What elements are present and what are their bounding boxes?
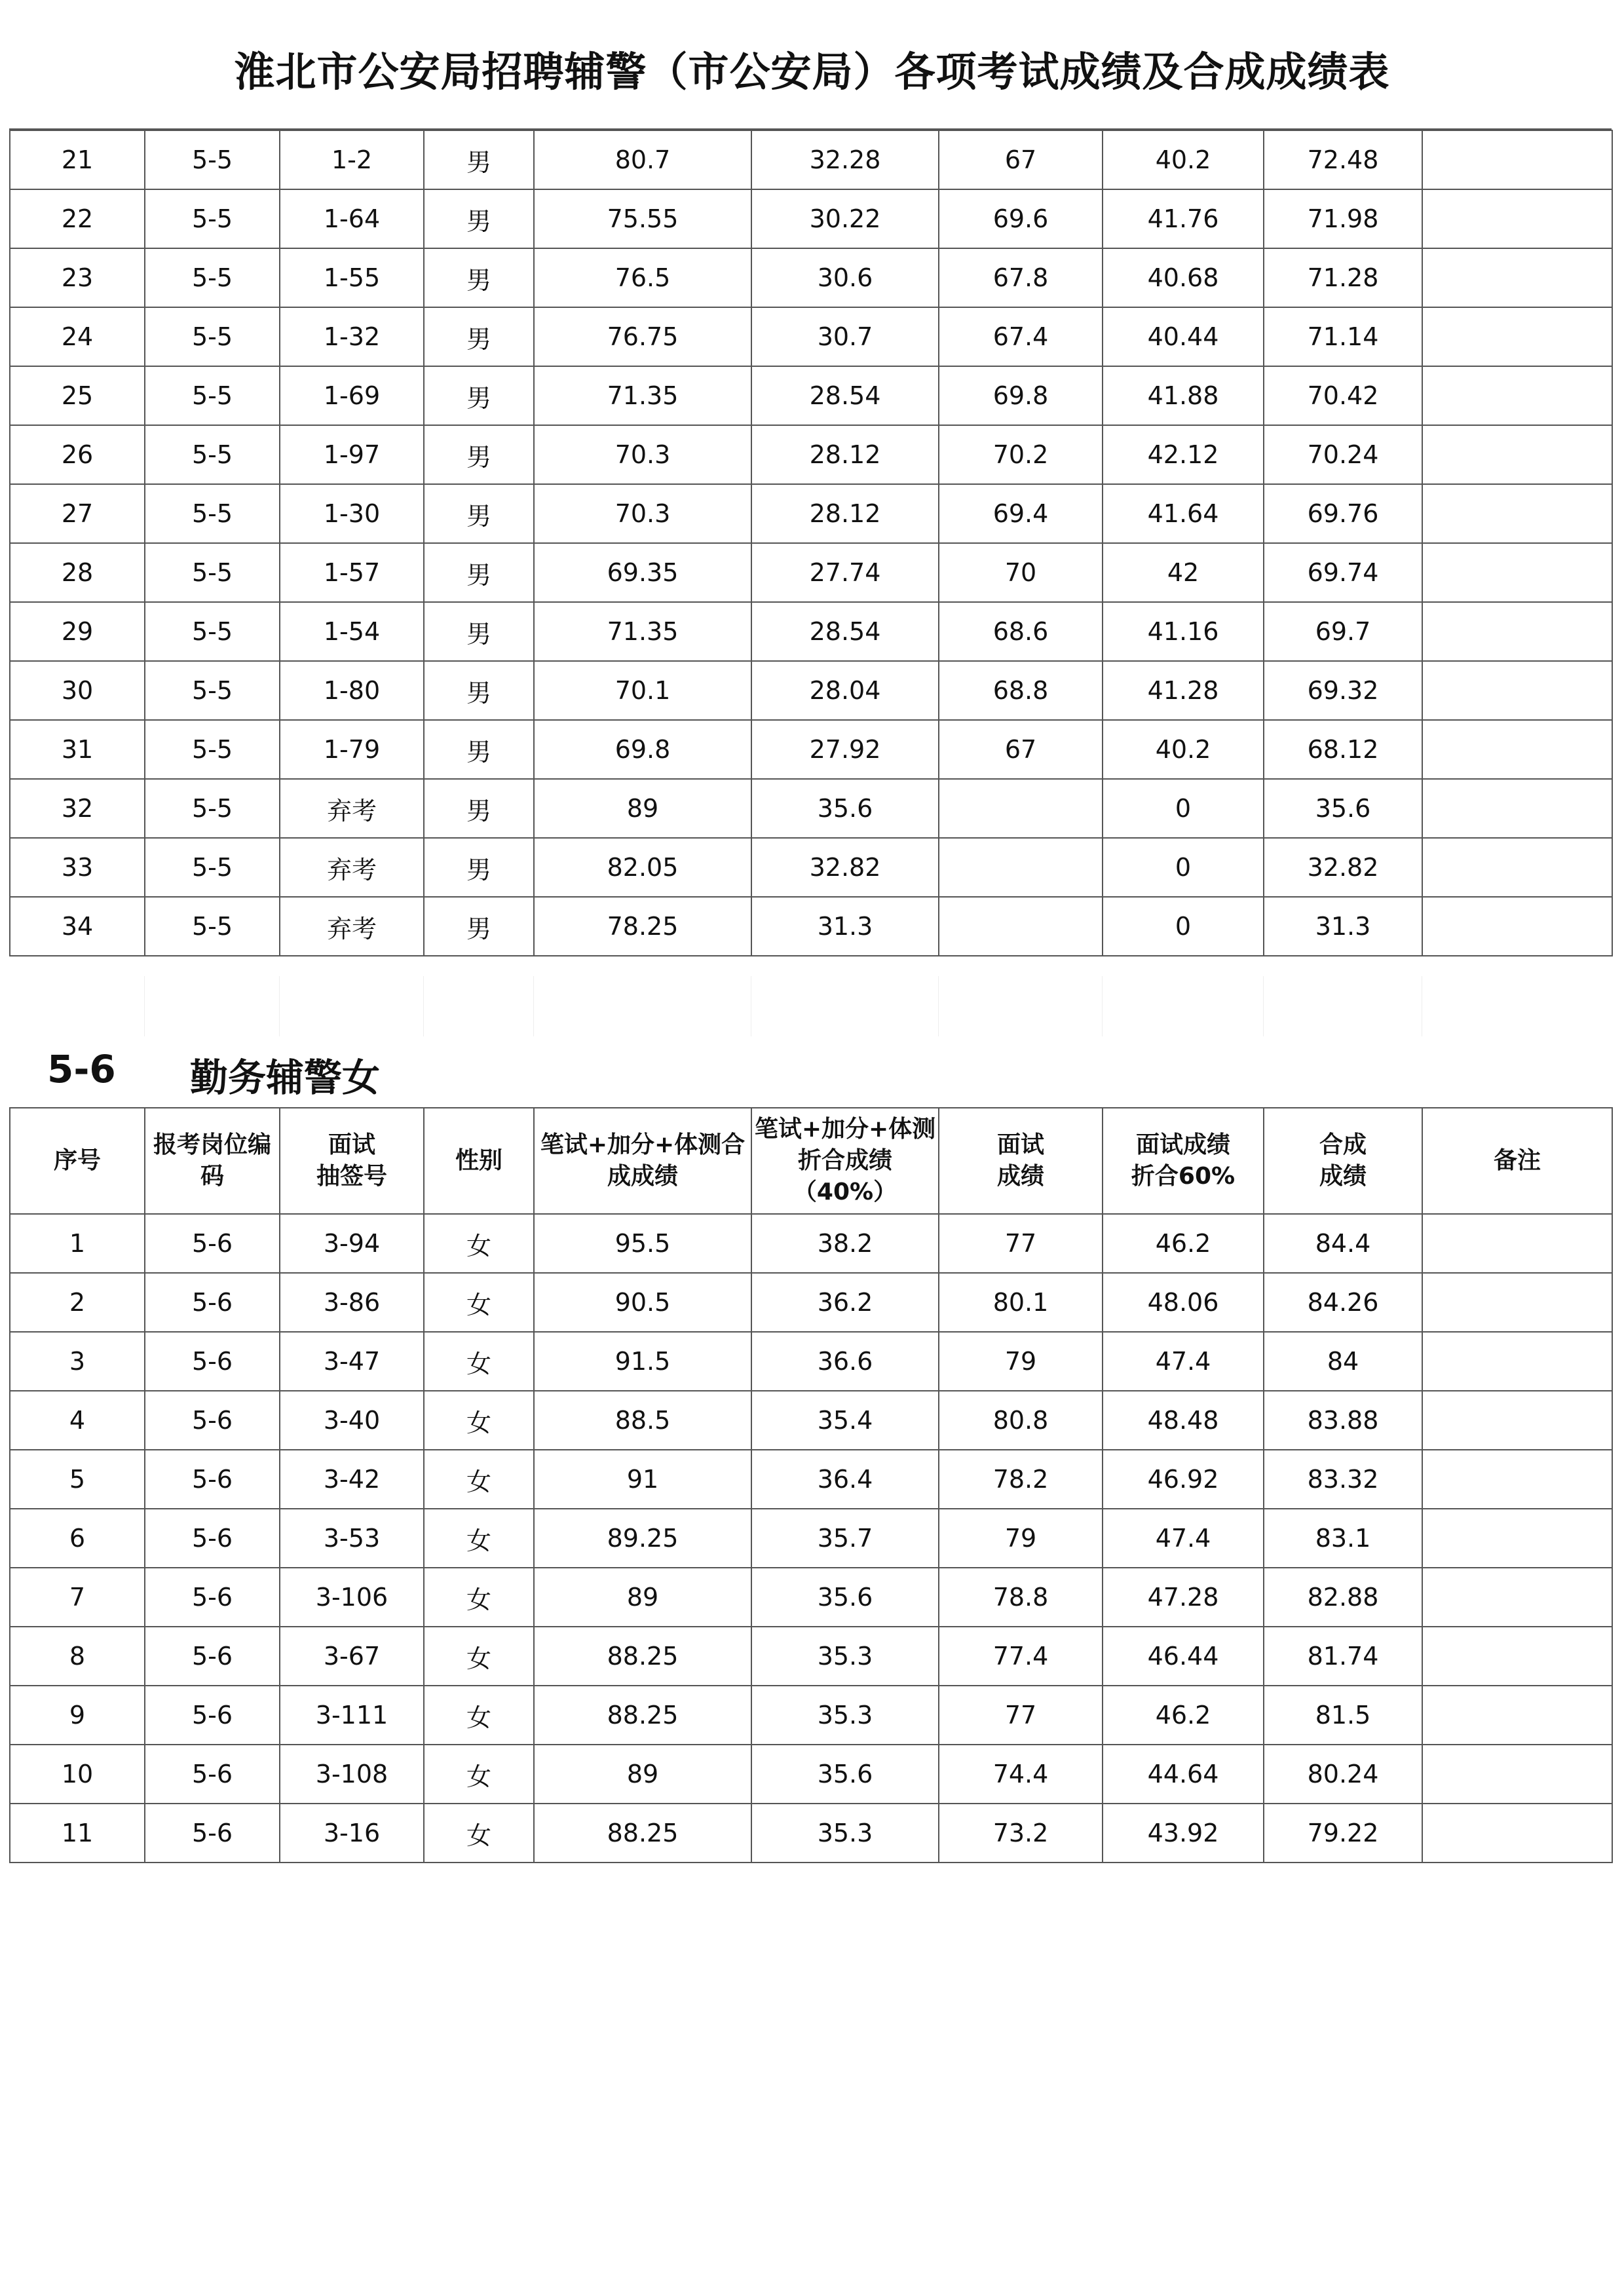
- cell-interview-score: 69.6: [939, 189, 1103, 248]
- cell-gender: 女: [424, 1686, 534, 1745]
- cell-interview-60: 47.4: [1103, 1332, 1264, 1391]
- cell-interview-score: 80.8: [939, 1391, 1103, 1450]
- table-row: [10, 1391, 1612, 1450]
- cell-written-40: 35.3: [751, 1686, 939, 1745]
- cell-gender: 男: [424, 307, 534, 366]
- cell-draw-number: 3-42: [280, 1450, 424, 1509]
- cell-remarks: [1422, 838, 1612, 897]
- cell-written-composite: 71.35: [534, 366, 751, 425]
- cell-post-code: 5-6: [145, 1745, 280, 1804]
- cell-draw-number: 3-47: [280, 1332, 424, 1391]
- cell-post-code: 5-5: [145, 248, 280, 307]
- cell-interview-score: [939, 838, 1103, 897]
- table-row: [10, 130, 1612, 189]
- cell-written-composite: 88.25: [534, 1686, 751, 1745]
- cell-remarks: [1422, 779, 1612, 838]
- cell-total-score: 84: [1264, 1332, 1422, 1391]
- cell-post-code: 5-5: [145, 838, 280, 897]
- cell-written-40: 35.4: [751, 1391, 939, 1450]
- cell-total-score: 81.74: [1264, 1627, 1422, 1686]
- cell-interview-60: 43.92: [1103, 1804, 1264, 1863]
- cell-draw-number: 1-80: [280, 661, 424, 720]
- cell-seq: 4: [10, 1391, 145, 1450]
- cell-seq: 34: [10, 897, 145, 956]
- cell-post-code: 5-5: [145, 484, 280, 543]
- cell-written-40: 27.92: [751, 720, 939, 779]
- cell-remarks: [1422, 484, 1612, 543]
- cell-post-code: 5-6: [145, 1391, 280, 1450]
- cell-written-40: 35.7: [751, 1509, 939, 1568]
- cell-total-score: 69.32: [1264, 661, 1422, 720]
- cell-draw-number: 1-30: [280, 484, 424, 543]
- cell-draw-number: 弃考: [280, 897, 424, 956]
- cell-interview-score: 70: [939, 543, 1103, 602]
- cell-gender: 女: [424, 1804, 534, 1863]
- cell-draw-number: 3-40: [280, 1391, 424, 1450]
- cell-total-score: 80.24: [1264, 1745, 1422, 1804]
- cell-remarks: [1422, 1391, 1612, 1450]
- cell-seq: 21: [10, 130, 145, 189]
- cell-post-code: 5-6: [145, 1627, 280, 1686]
- cell-written-composite: 88.25: [534, 1627, 751, 1686]
- table-row: [10, 1273, 1612, 1332]
- cell-remarks: [1422, 661, 1612, 720]
- cell-interview-60: 48.48: [1103, 1391, 1264, 1450]
- cell-interview-60: 46.2: [1103, 1686, 1264, 1745]
- cell-interview-60: 48.06: [1103, 1273, 1264, 1332]
- cell-written-40: 32.82: [751, 838, 939, 897]
- table-row: [10, 1509, 1612, 1568]
- table-row: [10, 1627, 1612, 1686]
- cell-draw-number: 1-2: [280, 130, 424, 189]
- cell-total-score: 83.1: [1264, 1509, 1422, 1568]
- cell-gender: 女: [424, 1332, 534, 1391]
- cell-gender: 男: [424, 602, 534, 661]
- cell-written-40: 36.2: [751, 1273, 939, 1332]
- cell-seq: 5: [10, 1450, 145, 1509]
- cell-remarks: [1422, 897, 1612, 956]
- cell-draw-number: 3-108: [280, 1745, 424, 1804]
- cell-seq: 8: [10, 1627, 145, 1686]
- score-table-5-6-body: [10, 1214, 1612, 1863]
- header-draw-number: 面试 抽签号: [280, 1108, 424, 1214]
- table-row: [10, 661, 1612, 720]
- cell-gender: 男: [424, 779, 534, 838]
- cell-post-code: 5-5: [145, 602, 280, 661]
- cell-interview-score: 78.2: [939, 1450, 1103, 1509]
- cell-draw-number: 3-86: [280, 1273, 424, 1332]
- cell-post-code: 5-6: [145, 1568, 280, 1627]
- table-row: [10, 189, 1612, 248]
- cell-interview-score: 77.4: [939, 1627, 1103, 1686]
- table-header-row: [10, 1108, 1612, 1214]
- cell-written-composite: 89: [534, 1745, 751, 1804]
- cell-interview-score: 77: [939, 1214, 1103, 1273]
- cell-seq: 30: [10, 661, 145, 720]
- cell-total-score: 84.4: [1264, 1214, 1422, 1273]
- cell-post-code: 5-5: [145, 130, 280, 189]
- cell-seq: 6: [10, 1509, 145, 1568]
- cell-draw-number: 1-69: [280, 366, 424, 425]
- cell-interview-60: 0: [1103, 779, 1264, 838]
- cell-written-40: 28.04: [751, 661, 939, 720]
- cell-interview-60: 40.68: [1103, 248, 1264, 307]
- cell-remarks: [1422, 1214, 1612, 1273]
- cell-written-composite: 88.5: [534, 1391, 751, 1450]
- table-row: [10, 720, 1612, 779]
- cell-draw-number: 3-53: [280, 1509, 424, 1568]
- cell-seq: 7: [10, 1568, 145, 1627]
- cell-written-40: 36.4: [751, 1450, 939, 1509]
- header-post-code: 报考岗位编码: [145, 1108, 280, 1214]
- header-interview-60: 面试成绩 折合60%: [1103, 1108, 1264, 1214]
- cell-remarks: [1422, 602, 1612, 661]
- cell-gender: 女: [424, 1627, 534, 1686]
- cell-remarks: [1422, 1273, 1612, 1332]
- cell-written-composite: 76.5: [534, 248, 751, 307]
- cell-seq: 26: [10, 425, 145, 484]
- cell-total-score: 81.5: [1264, 1686, 1422, 1745]
- cell-interview-score: 73.2: [939, 1804, 1103, 1863]
- cell-interview-60: 41.76: [1103, 189, 1264, 248]
- header-gender: 性别: [424, 1108, 534, 1214]
- cell-interview-60: 41.88: [1103, 366, 1264, 425]
- cell-gender: 女: [424, 1391, 534, 1450]
- cell-gender: 男: [424, 838, 534, 897]
- cell-interview-score: 67: [939, 720, 1103, 779]
- table-row: [10, 1332, 1612, 1391]
- cell-written-40: 28.12: [751, 484, 939, 543]
- header-written-composite: 笔试+加分+体测合成成绩: [534, 1108, 751, 1214]
- cell-draw-number: 弃考: [280, 779, 424, 838]
- page-title: 淮北市公安局招聘辅警（市公安局）各项考试成绩及合成成绩表: [234, 48, 1390, 96]
- cell-interview-score: 69.4: [939, 484, 1103, 543]
- cell-interview-60: 41.28: [1103, 661, 1264, 720]
- cell-written-composite: 89: [534, 1568, 751, 1627]
- cell-seq: 33: [10, 838, 145, 897]
- cell-total-score: 31.3: [1264, 897, 1422, 956]
- cell-interview-score: 68.6: [939, 602, 1103, 661]
- cell-remarks: [1422, 1568, 1612, 1627]
- cell-gender: 女: [424, 1450, 534, 1509]
- cell-interview-score: 69.8: [939, 366, 1103, 425]
- blank-spacer-row: [9, 976, 1612, 1036]
- cell-total-score: 69.76: [1264, 484, 1422, 543]
- cell-total-score: 83.32: [1264, 1450, 1422, 1509]
- cell-interview-60: 46.44: [1103, 1627, 1264, 1686]
- cell-post-code: 5-6: [145, 1332, 280, 1391]
- cell-interview-score: 79: [939, 1332, 1103, 1391]
- cell-written-40: 35.6: [751, 1745, 939, 1804]
- cell-remarks: [1422, 1332, 1612, 1391]
- cell-interview-60: 42.12: [1103, 425, 1264, 484]
- cell-total-score: 68.12: [1264, 720, 1422, 779]
- cell-seq: 29: [10, 602, 145, 661]
- cell-post-code: 5-6: [145, 1214, 280, 1273]
- cell-gender: 女: [424, 1509, 534, 1568]
- cell-written-40: 28.54: [751, 602, 939, 661]
- cell-remarks: [1422, 720, 1612, 779]
- cell-remarks: [1422, 1745, 1612, 1804]
- cell-post-code: 5-6: [145, 1804, 280, 1863]
- cell-written-40: 30.22: [751, 189, 939, 248]
- cell-written-composite: 78.25: [534, 897, 751, 956]
- score-table-5-5: [9, 130, 1613, 956]
- cell-remarks: [1422, 248, 1612, 307]
- cell-written-composite: 76.75: [534, 307, 751, 366]
- cell-post-code: 5-5: [145, 189, 280, 248]
- cell-draw-number: 弃考: [280, 838, 424, 897]
- cell-written-composite: 88.25: [534, 1804, 751, 1863]
- cell-total-score: 70.42: [1264, 366, 1422, 425]
- cell-total-score: 35.6: [1264, 779, 1422, 838]
- cell-draw-number: 1-55: [280, 248, 424, 307]
- cell-interview-60: 46.2: [1103, 1214, 1264, 1273]
- cell-seq: 27: [10, 484, 145, 543]
- cell-seq: 22: [10, 189, 145, 248]
- cell-seq: 25: [10, 366, 145, 425]
- cell-remarks: [1422, 543, 1612, 602]
- cell-draw-number: 1-97: [280, 425, 424, 484]
- cell-interview-score: 67.4: [939, 307, 1103, 366]
- cell-gender: 男: [424, 720, 534, 779]
- cell-remarks: [1422, 366, 1612, 425]
- cell-remarks: [1422, 1627, 1612, 1686]
- table-row: [10, 1214, 1612, 1273]
- score-table-5-5-body: [10, 130, 1612, 956]
- cell-total-score: 82.88: [1264, 1568, 1422, 1627]
- cell-post-code: 5-5: [145, 543, 280, 602]
- header-interview-score: 面试 成绩: [939, 1108, 1103, 1214]
- cell-written-composite: 70.3: [534, 425, 751, 484]
- cell-interview-score: 79: [939, 1509, 1103, 1568]
- cell-gender: 男: [424, 366, 534, 425]
- cell-draw-number: 1-64: [280, 189, 424, 248]
- cell-total-score: 84.26: [1264, 1273, 1422, 1332]
- cell-gender: 女: [424, 1214, 534, 1273]
- cell-gender: 男: [424, 661, 534, 720]
- cell-written-40: 28.12: [751, 425, 939, 484]
- cell-post-code: 5-5: [145, 897, 280, 956]
- cell-written-composite: 70.3: [534, 484, 751, 543]
- cell-written-composite: 91: [534, 1450, 751, 1509]
- cell-interview-60: 41.64: [1103, 484, 1264, 543]
- cell-post-code: 5-5: [145, 779, 280, 838]
- cell-draw-number: 3-111: [280, 1686, 424, 1745]
- cell-total-score: 69.7: [1264, 602, 1422, 661]
- cell-post-code: 5-6: [145, 1686, 280, 1745]
- cell-interview-score: 68.8: [939, 661, 1103, 720]
- cell-total-score: 32.82: [1264, 838, 1422, 897]
- cell-total-score: 71.14: [1264, 307, 1422, 366]
- cell-total-score: 72.48: [1264, 130, 1422, 189]
- cell-written-composite: 91.5: [534, 1332, 751, 1391]
- cell-interview-60: 44.64: [1103, 1745, 1264, 1804]
- cell-written-40: 27.74: [751, 543, 939, 602]
- cell-seq: 23: [10, 248, 145, 307]
- cell-post-code: 5-5: [145, 720, 280, 779]
- header-remarks: 备注: [1422, 1108, 1612, 1214]
- cell-seq: 10: [10, 1745, 145, 1804]
- cell-remarks: [1422, 307, 1612, 366]
- cell-written-composite: 89: [534, 779, 751, 838]
- cell-interview-60: 41.16: [1103, 602, 1264, 661]
- table-row: [10, 307, 1612, 366]
- section-name: 勤务辅警女: [190, 1055, 381, 1100]
- cell-total-score: 83.88: [1264, 1391, 1422, 1450]
- cell-written-40: 31.3: [751, 897, 939, 956]
- cell-post-code: 5-5: [145, 661, 280, 720]
- table-row: [10, 543, 1612, 602]
- cell-written-40: 35.3: [751, 1804, 939, 1863]
- table-row: [10, 425, 1612, 484]
- cell-interview-score: 67.8: [939, 248, 1103, 307]
- cell-written-40: 32.28: [751, 130, 939, 189]
- cell-interview-score: [939, 897, 1103, 956]
- table-row: [10, 366, 1612, 425]
- table-row: [10, 1686, 1612, 1745]
- cell-total-score: 69.74: [1264, 543, 1422, 602]
- section-code: 5-6: [47, 1047, 116, 1091]
- cell-written-composite: 89.25: [534, 1509, 751, 1568]
- cell-interview-60: 47.4: [1103, 1509, 1264, 1568]
- cell-written-composite: 71.35: [534, 602, 751, 661]
- cell-draw-number: 1-32: [280, 307, 424, 366]
- cell-gender: 男: [424, 484, 534, 543]
- cell-interview-score: 80.1: [939, 1273, 1103, 1332]
- cell-interview-score: 67: [939, 130, 1103, 189]
- cell-seq: 3: [10, 1332, 145, 1391]
- cell-remarks: [1422, 1804, 1612, 1863]
- cell-draw-number: 3-106: [280, 1568, 424, 1627]
- cell-seq: 2: [10, 1273, 145, 1332]
- table-row: [10, 1568, 1612, 1627]
- cell-post-code: 5-5: [145, 307, 280, 366]
- cell-written-composite: 69.35: [534, 543, 751, 602]
- cell-total-score: 79.22: [1264, 1804, 1422, 1863]
- cell-gender: 女: [424, 1568, 534, 1627]
- cell-written-composite: 90.5: [534, 1273, 751, 1332]
- cell-interview-60: 47.28: [1103, 1568, 1264, 1627]
- cell-interview-60: 0: [1103, 838, 1264, 897]
- cell-written-40: 35.6: [751, 1568, 939, 1627]
- cell-post-code: 5-6: [145, 1450, 280, 1509]
- cell-seq: 31: [10, 720, 145, 779]
- cell-interview-score: 70.2: [939, 425, 1103, 484]
- cell-draw-number: 1-79: [280, 720, 424, 779]
- score-table-5-6: [9, 1107, 1613, 1863]
- cell-remarks: [1422, 130, 1612, 189]
- cell-remarks: [1422, 1686, 1612, 1745]
- header-written-40: 笔试+加分+体测折合成绩（40%）: [751, 1108, 939, 1214]
- cell-post-code: 5-5: [145, 366, 280, 425]
- cell-post-code: 5-6: [145, 1273, 280, 1332]
- cell-remarks: [1422, 425, 1612, 484]
- table-row: [10, 779, 1612, 838]
- cell-draw-number: 1-54: [280, 602, 424, 661]
- cell-written-composite: 69.8: [534, 720, 751, 779]
- cell-remarks: [1422, 189, 1612, 248]
- cell-gender: 男: [424, 425, 534, 484]
- table-row: [10, 1804, 1612, 1863]
- cell-written-40: 36.6: [751, 1332, 939, 1391]
- cell-post-code: 5-5: [145, 425, 280, 484]
- cell-written-40: 35.3: [751, 1627, 939, 1686]
- cell-draw-number: 3-94: [280, 1214, 424, 1273]
- table-row: [10, 1450, 1612, 1509]
- cell-total-score: 71.28: [1264, 248, 1422, 307]
- cell-written-40: 30.6: [751, 248, 939, 307]
- cell-interview-score: [939, 779, 1103, 838]
- header-seq: 序号: [10, 1108, 145, 1214]
- cell-written-composite: 80.7: [534, 130, 751, 189]
- cell-interview-60: 40.2: [1103, 720, 1264, 779]
- cell-written-composite: 70.1: [534, 661, 751, 720]
- cell-written-composite: 82.05: [534, 838, 751, 897]
- cell-written-composite: 75.55: [534, 189, 751, 248]
- cell-seq: 9: [10, 1686, 145, 1745]
- cell-gender: 男: [424, 189, 534, 248]
- cell-gender: 男: [424, 248, 534, 307]
- table-row: [10, 248, 1612, 307]
- cell-interview-60: 0: [1103, 897, 1264, 956]
- cell-post-code: 5-6: [145, 1509, 280, 1568]
- cell-draw-number: 3-16: [280, 1804, 424, 1863]
- cell-written-40: 38.2: [751, 1214, 939, 1273]
- cell-written-40: 28.54: [751, 366, 939, 425]
- cell-interview-score: 78.8: [939, 1568, 1103, 1627]
- cell-draw-number: 3-67: [280, 1627, 424, 1686]
- cell-interview-score: 77: [939, 1686, 1103, 1745]
- cell-gender: 女: [424, 1745, 534, 1804]
- cell-written-40: 35.6: [751, 779, 939, 838]
- cell-seq: 32: [10, 779, 145, 838]
- cell-remarks: [1422, 1509, 1612, 1568]
- cell-seq: 24: [10, 307, 145, 366]
- cell-draw-number: 1-57: [280, 543, 424, 602]
- cell-total-score: 71.98: [1264, 189, 1422, 248]
- cell-interview-60: 42: [1103, 543, 1264, 602]
- cell-total-score: 70.24: [1264, 425, 1422, 484]
- cell-seq: 28: [10, 543, 145, 602]
- cell-interview-60: 40.2: [1103, 130, 1264, 189]
- table-row: [10, 838, 1612, 897]
- cell-seq: 11: [10, 1804, 145, 1863]
- cell-gender: 男: [424, 897, 534, 956]
- cell-written-40: 30.7: [751, 307, 939, 366]
- cell-written-composite: 95.5: [534, 1214, 751, 1273]
- cell-interview-score: 74.4: [939, 1745, 1103, 1804]
- table-row: [10, 1745, 1612, 1804]
- cell-gender: 男: [424, 543, 534, 602]
- cell-remarks: [1422, 1450, 1612, 1509]
- table-row: [10, 897, 1612, 956]
- cell-seq: 1: [10, 1214, 145, 1273]
- table-row: [10, 602, 1612, 661]
- header-total-score: 合成 成绩: [1264, 1108, 1422, 1214]
- table-row: [10, 484, 1612, 543]
- cell-gender: 男: [424, 130, 534, 189]
- cell-gender: 女: [424, 1273, 534, 1332]
- cell-interview-60: 40.44: [1103, 307, 1264, 366]
- cell-interview-60: 46.92: [1103, 1450, 1264, 1509]
